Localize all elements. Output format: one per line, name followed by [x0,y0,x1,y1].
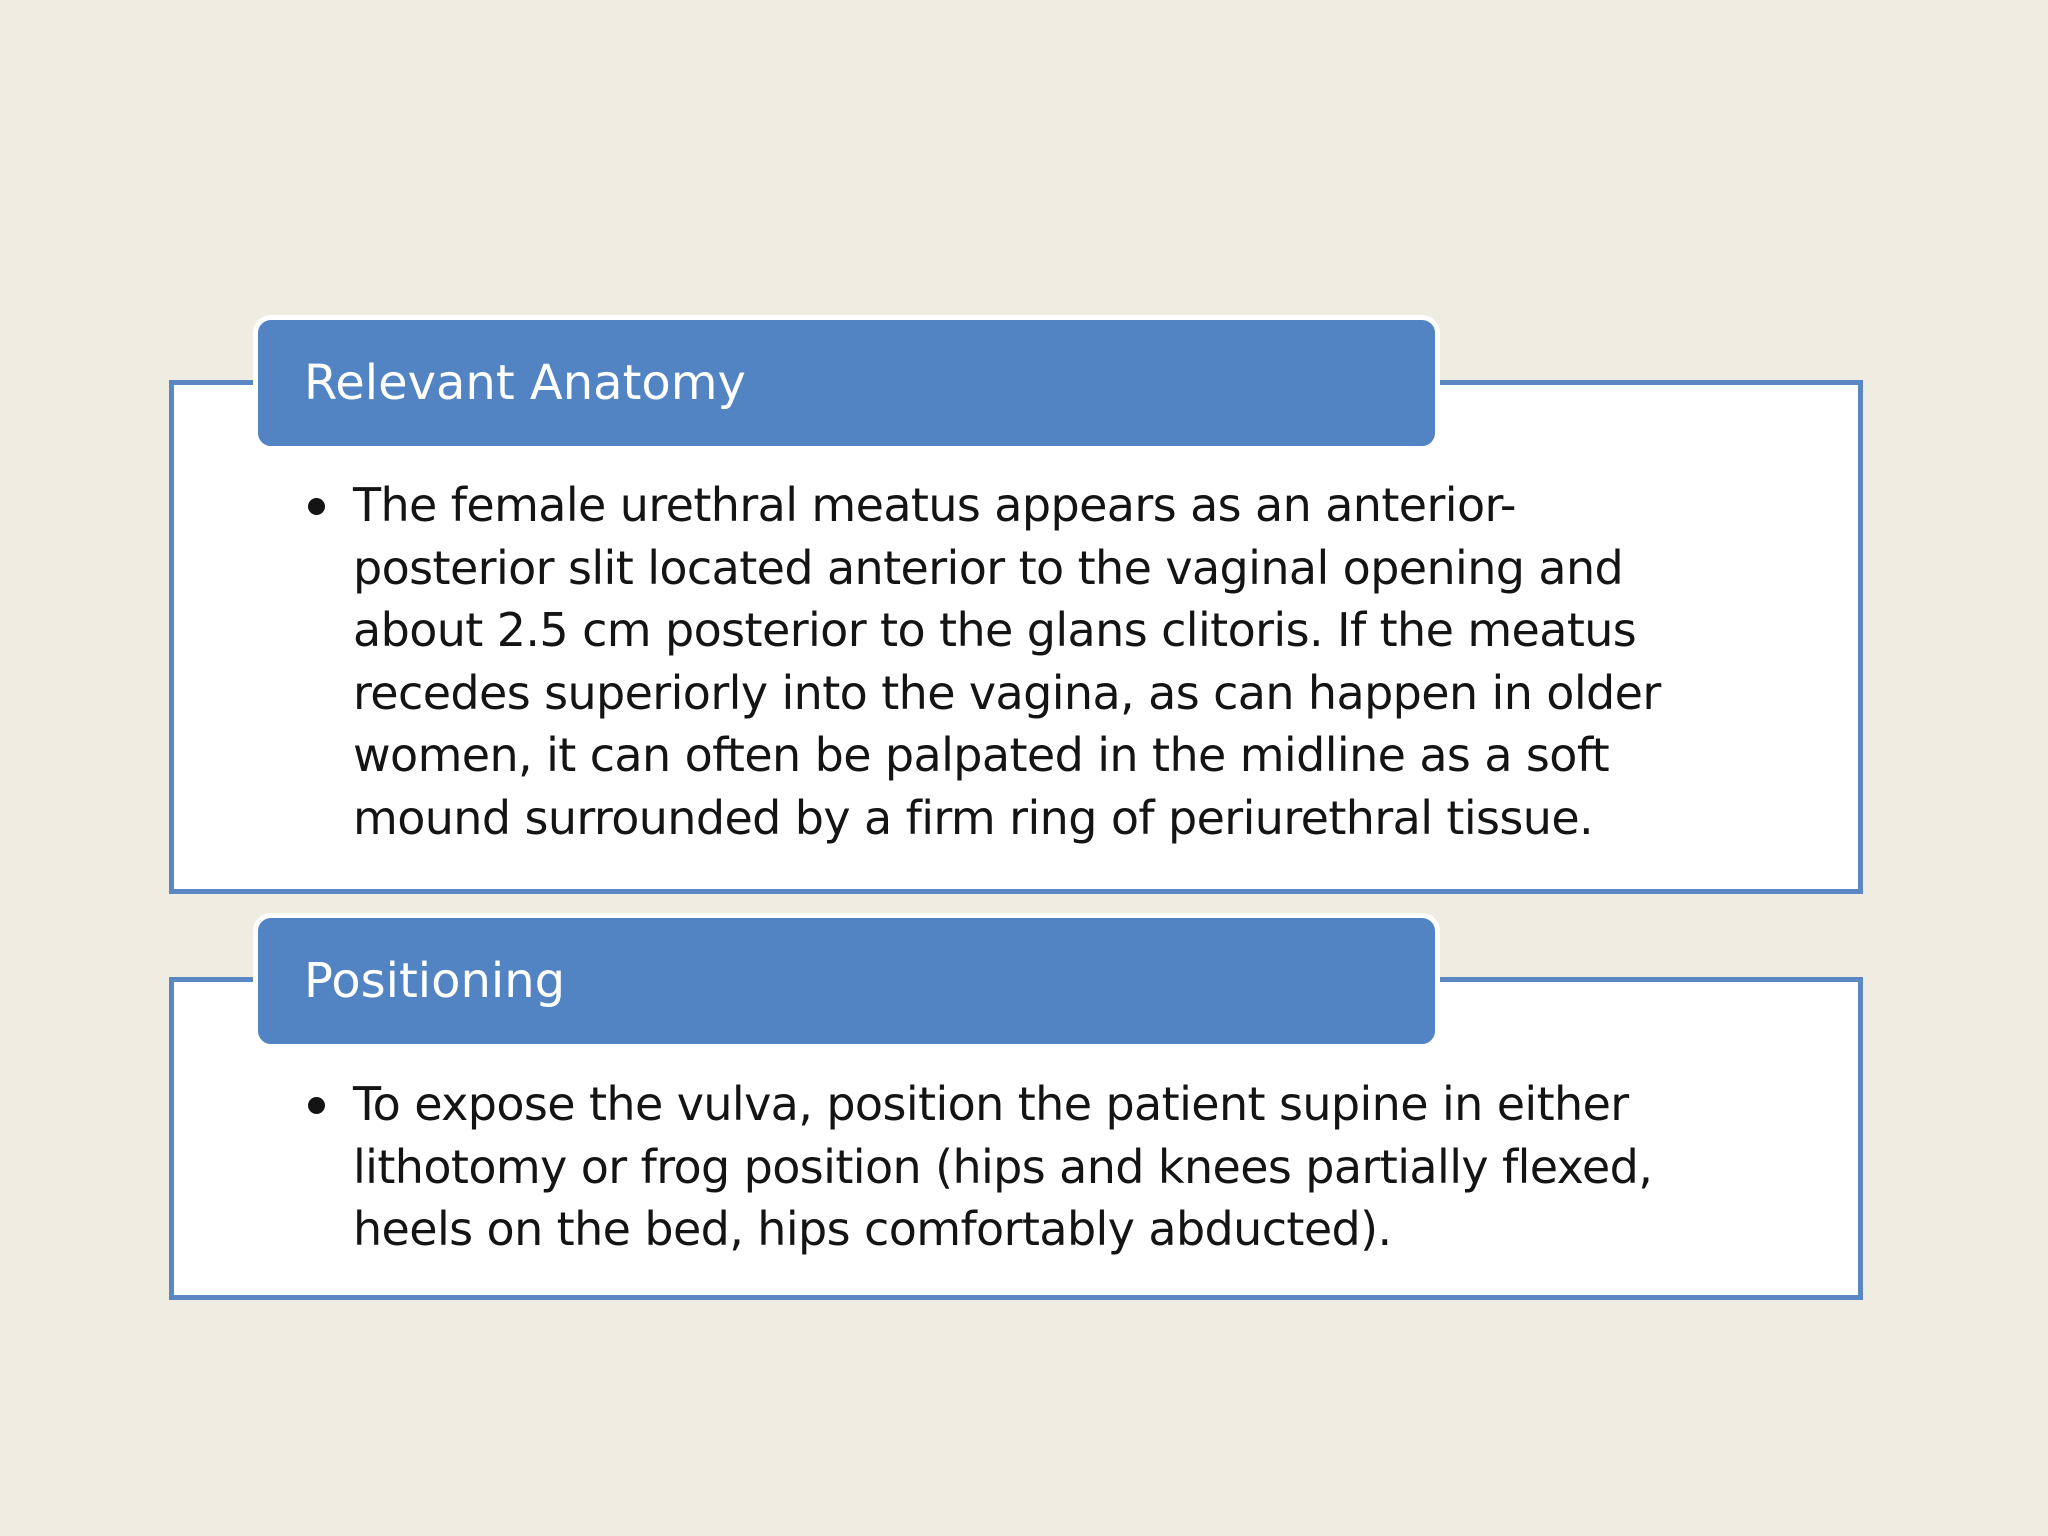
bullet-dot-icon [308,498,325,515]
positioning-bullet-text: To expose the vulva, position the patient supine in either lithotomy or frog position (hips and knees partially flexed, heels on the bed, hips comfortably abducted). [353,1077,1653,1256]
anatomy-bullet-item [300,474,1700,849]
anatomy-heading: Relevant Anatomy [304,355,746,411]
anatomy-bullet-list [300,474,1700,849]
positioning-bullet-list [300,1073,1700,1261]
anatomy-bullet-text: The female urethral meatus appears as an anterior-posterior slit located anterior to the vaginal opening and about 2.5 cm posterior to the glans clitoris. If the meatus recedes superiorly into the vagina, as can happen in older women, it can often be palpated in the midline as a soft mound surrounded by a firm ring of periurethral tissue. [353,478,1661,845]
positioning-header [253,913,1440,1049]
positioning-bullet-item [300,1073,1700,1261]
positioning-heading: Positioning [304,953,566,1009]
anatomy-header [253,315,1440,451]
bullet-dot-icon [308,1097,325,1114]
